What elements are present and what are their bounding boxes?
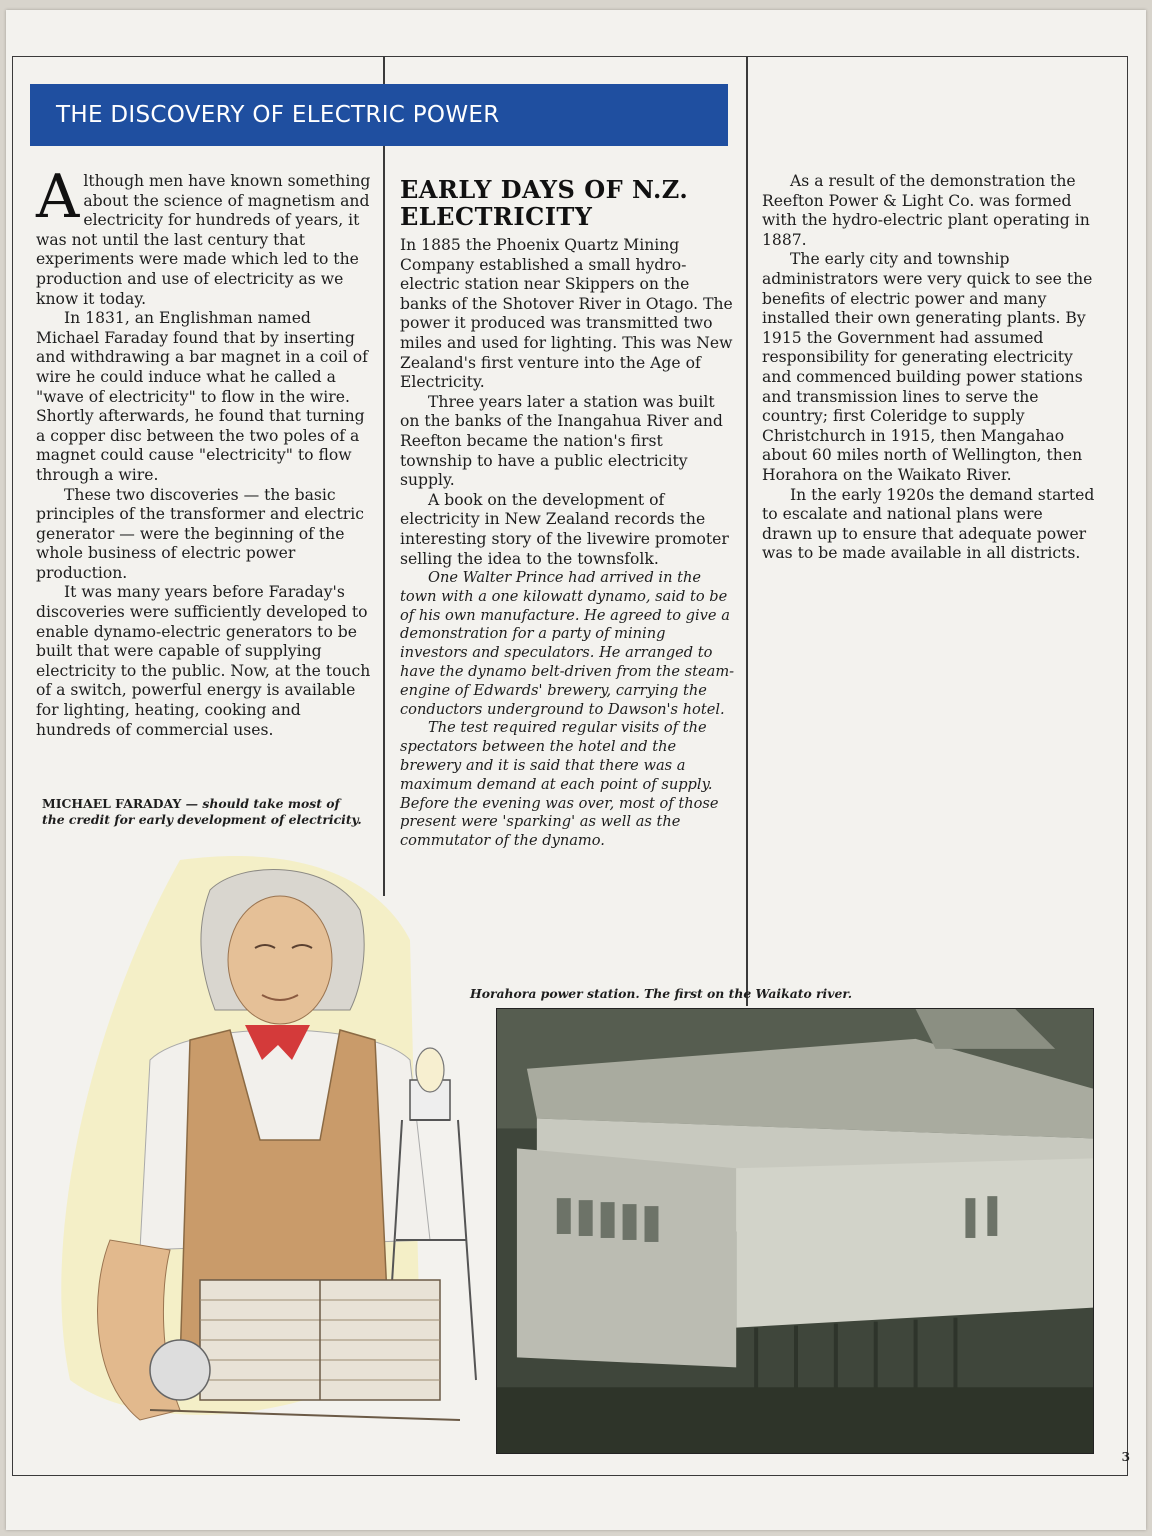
paragraph: As a result of the demonstration the Reefton Power & Light Co. was formed with the hydro-electric plant operating in 1887. [762, 172, 1090, 249]
paragraph: In 1885 the Phoenix Quartz Mining Company established a small hydro-electric station near Skippers on the banks of the Shotover River in Otago. The power it produced was transmitted two miles and used for lighting. This was New Zealand's first venture into the Age of Electricity. [400, 236, 733, 392]
column-3 [762, 172, 1096, 564]
quote-paragraph: The test required regular visits of the spectators between the hotel and the brewery and it is said that there was a maximum demand at each point of supply. Before the evening was over, most of those present were 'sparking' as well as the commutator of the dynamo. [400, 719, 719, 850]
column-1 [36, 162, 376, 740]
horahora-power-station-photo [496, 1008, 1094, 1454]
paragraph: In 1831, an Englishman named Michael Faraday found that by inserting and withdrawing a bar magnet in a coil of wire he could induce what he called a "wave of electricity" to flow in the wire. Shortly afterwards, he found that turning a copper disc between the two poles of a magnet could cause "electricity" to flow through a wire. [36, 309, 368, 484]
column-2 [400, 176, 736, 851]
paragraph: It was many years before Faraday's discoveries were sufficiently developed to enable dynamo-electric generators to be built that were capable of supplying electricity to the public. Now, at the touch of a switch, powerful energy is available for lighting, heating, cooking and hundreds of commercial uses. [36, 583, 371, 739]
section-banner [30, 84, 728, 146]
intro-paragraph: Although men have known something about the science of magnetism and electricity for hundreds of years, it was not until the last century that experiments were made which led to the production and use of electricity as we know it today. [36, 162, 371, 308]
column-divider-2 [746, 56, 748, 1006]
drop-cap: A [36, 162, 80, 232]
photo-caption: Horahora power station. The first on the Waikato river. [470, 986, 853, 1001]
banner-title: THE DISCOVERY OF ELECTRIC POWER [56, 102, 500, 128]
faraday-illustration [30, 820, 510, 1470]
paragraph: The early city and township administrators were very quick to see the benefits of electric power and many installed their own generating plants. By 1915 the Government had assumed responsibility for generating electricity and commenced building power stations and transmission lines to serve the country; first Coleridge to supply Christchurch in 1915, then Mangahao about 60 miles north of Wellington, then Horahora on the Waikato River. [762, 250, 1093, 484]
caption-name: MICHAEL FARADAY [42, 796, 182, 811]
column-divider-1 [383, 56, 385, 896]
page-number: 3 [1121, 1450, 1130, 1464]
paragraph: Three years later a station was built on the banks of the Inangahua River and Reefton became the nation's first township to have a public electricity supply. [400, 392, 723, 490]
quote-paragraph: One Walter Prince had arrived in the town with a one kilowatt dynamo, said to be of his own manufacture. He agreed to give a demonstration for a party of mining investors and speculators. He arranged to have the dynamo belt-driven from the steam-engine of Edwards' brewery, carrying the conductors underground to Dawson's hotel. [400, 569, 735, 718]
paragraph: These two discoveries — the basic principles of the transformer and electric generator — were the beginning of the whole business of electric power production. [36, 485, 364, 582]
paragraph: In the early 1920s the demand started to escalate and national plans were drawn up to ensure that adequate power was to be made available in all districts. [762, 485, 1095, 563]
section-title: EARLY DAYS OF N.Z. ELECTRICITY [400, 175, 689, 231]
paragraph: A book on the development of electricity in New Zealand records the interesting story of the livewire promoter selling the idea to the townsfolk. [400, 490, 729, 568]
caption-text: — should take most of the credit for early development of electricity. [42, 796, 362, 827]
